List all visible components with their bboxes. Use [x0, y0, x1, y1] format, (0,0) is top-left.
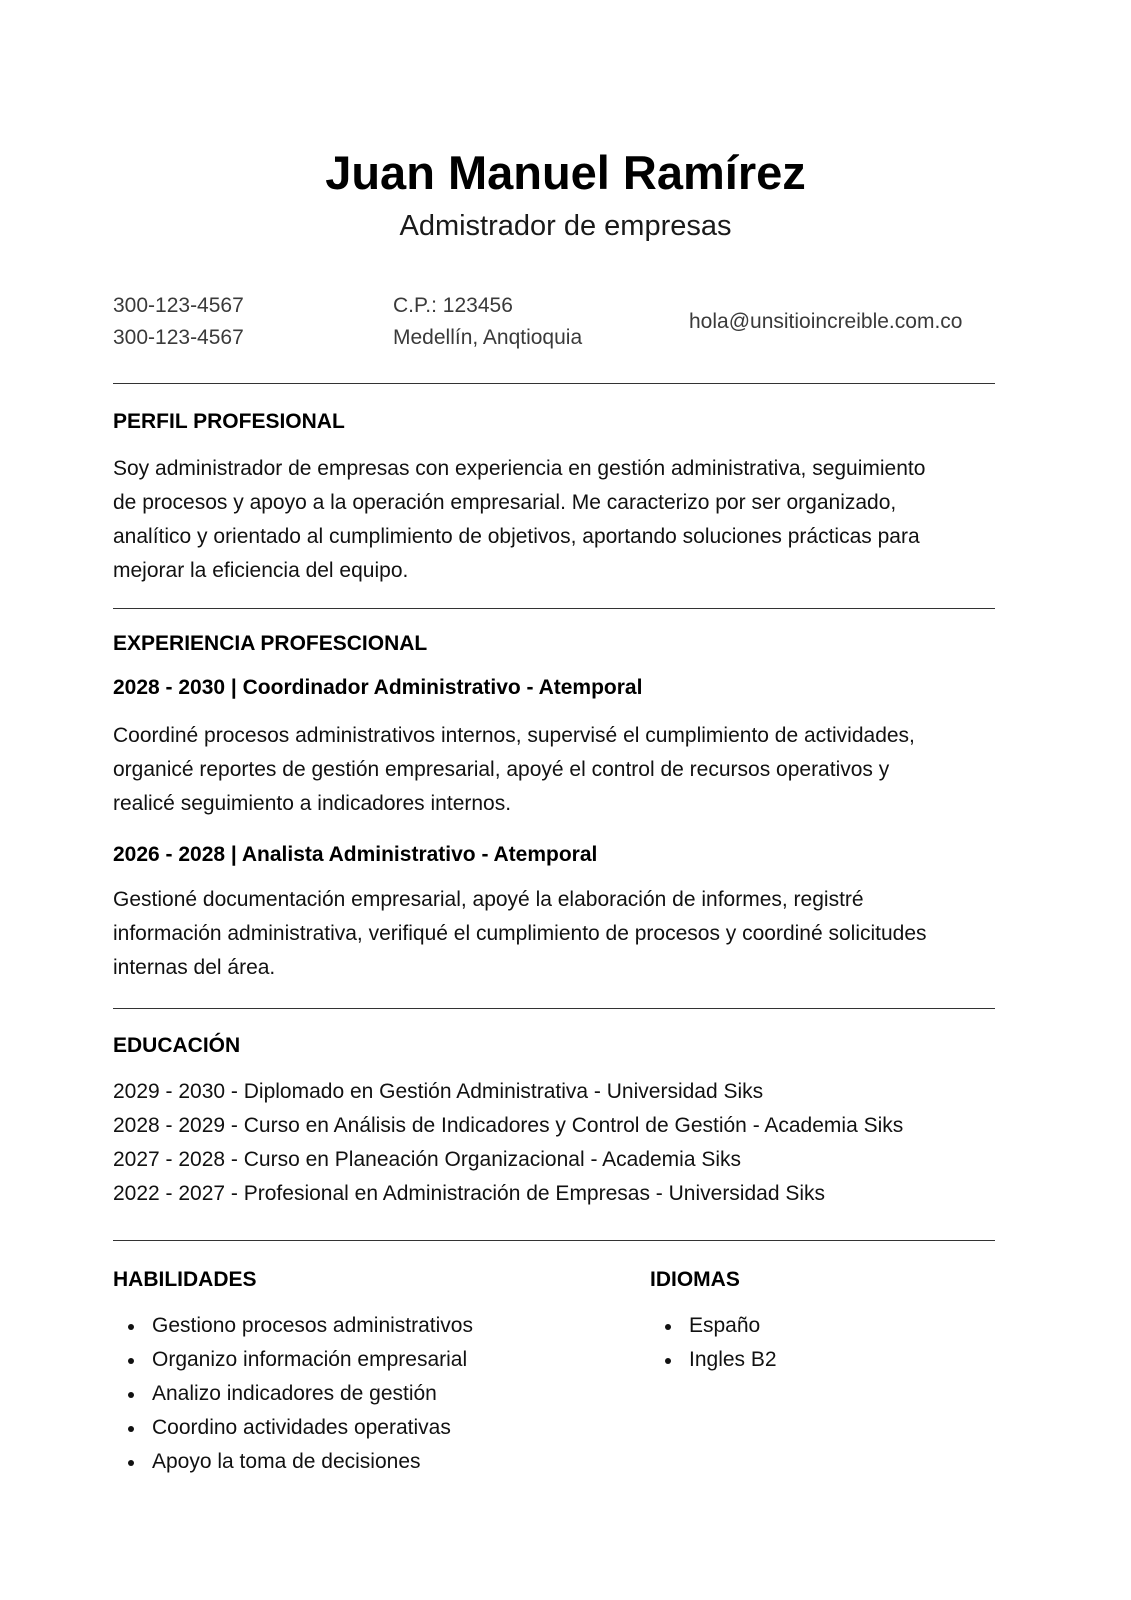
divider	[113, 608, 995, 609]
job-description	[113, 883, 1003, 985]
job-line: Gestioné documentación empresarial, apoyé la elaboración de informes, registré	[113, 888, 864, 911]
skill-label: Organizo información empresarial	[152, 1348, 468, 1371]
divider	[113, 383, 995, 384]
job-line: internas del área.	[113, 956, 276, 979]
languages-list	[650, 1309, 777, 1377]
skill-label: Apoyo la toma de decisiones	[152, 1450, 421, 1473]
skills-list	[113, 1309, 473, 1479]
postal-code: C.P.: 123456	[393, 294, 513, 317]
profile-line: analítico y orientado al cumplimiento de objetivos, aportando soluciones prácticas para	[113, 525, 920, 548]
education-item: 2029 - 2030 - Diplomado en Gestión Administrativa - Universidad Siks	[113, 1080, 764, 1103]
profile-text	[113, 452, 1003, 588]
candidate-name: Juan Manuel Ramírez	[325, 146, 806, 199]
language-item	[650, 1343, 777, 1377]
job-line: organicé reportes de gestión empresarial, apoyé el control de recursos operativos y	[113, 758, 890, 781]
bullet-icon	[128, 1392, 134, 1398]
skill-item	[113, 1445, 473, 1479]
profile-heading: PERFIL PROFESIONAL	[113, 410, 345, 433]
education-item: 2028 - 2029 - Curso en Análisis de Indicadores y Control de Gestión - Academia Siks	[113, 1114, 904, 1137]
skill-label: Gestiono procesos administrativos	[152, 1314, 473, 1337]
skill-item	[113, 1377, 473, 1411]
divider	[113, 1240, 995, 1241]
contact-email-block	[689, 306, 962, 338]
education-heading: EDUCACIÓN	[113, 1034, 241, 1057]
profile-line: Soy administrador de empresas con experiencia en gestión administrativa, seguimiento	[113, 457, 926, 480]
phone-secondary: 300-123-4567	[113, 326, 244, 349]
skill-item	[113, 1309, 473, 1343]
phone-primary: 300-123-4567	[113, 294, 244, 317]
skill-label: Coordino actividades operativas	[152, 1416, 451, 1439]
bullet-icon	[665, 1358, 671, 1364]
education-list	[113, 1075, 903, 1211]
bullet-icon	[665, 1324, 671, 1330]
education-item: 2027 - 2028 - Curso en Planeación Organizacional - Academia Siks	[113, 1148, 742, 1171]
contact-address	[393, 290, 582, 354]
language-label: Ingles B2	[689, 1348, 777, 1371]
bullet-icon	[128, 1358, 134, 1364]
experience-heading: EXPERIENCIA PROFESCIONAL	[113, 632, 428, 655]
contact-phones	[113, 290, 244, 354]
job-line: Coordiné procesos administrativos internos, supervisé el cumplimiento de actividades,	[113, 724, 915, 747]
city: Medellín, Anqtioquia	[393, 326, 583, 349]
job-title: 2028 - 2030 | Coordinador Administrativo - Atemporal	[113, 676, 643, 699]
profile-line: de procesos y apoyo a la operación empresarial. Me caracterizo por ser organizado,	[113, 491, 897, 514]
bullet-icon	[128, 1426, 134, 1432]
job-line: información administrativa, verifiqué el cumplimiento de procesos y coordiné solicitudes	[113, 922, 927, 945]
education-item: 2022 - 2027 - Profesional en Administración de Empresas - Universidad Siks	[113, 1182, 826, 1205]
languages-heading: IDIOMAS	[650, 1268, 740, 1291]
divider	[113, 1008, 995, 1009]
skills-heading: HABILIDADES	[113, 1268, 257, 1291]
skill-label: Analizo indicadores de gestión	[152, 1382, 437, 1405]
language-item	[650, 1309, 777, 1343]
skill-item	[113, 1411, 473, 1445]
bullet-icon	[128, 1460, 134, 1466]
job-description	[113, 719, 1003, 821]
email: hola@unsitioincreible.com.co	[689, 310, 963, 333]
job-line: realicé seguimiento a indicadores internos.	[113, 792, 512, 815]
candidate-title: Admistrador de empresas	[399, 210, 732, 242]
skill-item	[113, 1343, 473, 1377]
job-title: 2026 - 2028 | Analista Administrativo - Atemporal	[113, 843, 598, 866]
language-label: Españo	[689, 1314, 761, 1337]
profile-line: mejorar la eficiencia del equipo.	[113, 559, 409, 582]
bullet-icon	[128, 1324, 134, 1330]
